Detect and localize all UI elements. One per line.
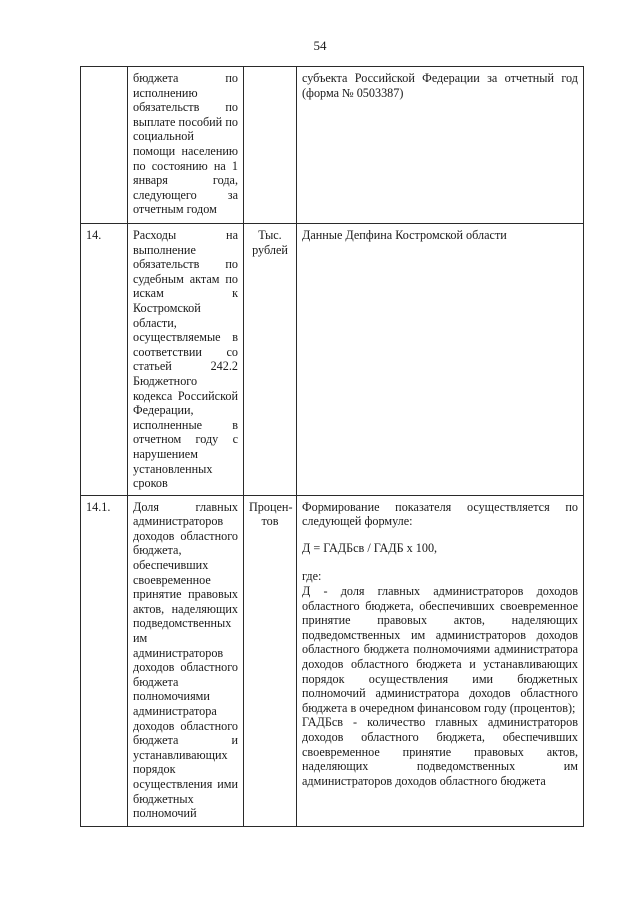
- unit-of-measure: Процен-тов: [244, 495, 297, 826]
- where-label: где:: [302, 569, 322, 584]
- data-source: [297, 495, 584, 826]
- indicator-name: бюджета по исполнению обязательств по выплате пособий по социальной помощи населению по состоянию на 1 января года, следующего за отчетным годом: [128, 67, 244, 224]
- row-number: 14.1.: [81, 495, 128, 826]
- table-row: [81, 67, 584, 224]
- table-row: [81, 495, 584, 826]
- indicator-name: Расходы на выполнение обязательств по судебным актам по искам к Костромской области, осуществляемые в соответствии со статьей 242.2 Бюджетного кодекса Российской Федерации, исполненные в отчетном году с нарушением установленных сроков: [128, 224, 244, 496]
- formula: Д = ГАДБсв / ГАДБ х 100,: [302, 540, 438, 555]
- unit-of-measure: [244, 67, 297, 224]
- indicator-name: Доля главных администраторов доходов областного бюджета, обеспечивших своевременное принятие правовых актов, наделяющих подведомственных им администраторов доходов областного бюджета полномочиями администратора доходов областного бюджета и устанавливающих порядок осуществления ими бюджетных полномочий: [128, 495, 244, 826]
- definition-gadbsv: ГАДБсв - количество главных администраторов доходов областного бюджета, обеспечивших своевременное принятие правовых актов, наделяющих подведомственных им администраторов доходов областного бюджета: [302, 715, 578, 788]
- row-number: [81, 67, 128, 224]
- row-number: 14.: [81, 224, 128, 496]
- unit-of-measure: Тыс. рублей: [244, 224, 297, 496]
- table-row: [81, 224, 584, 496]
- definition-d: Д - доля главных администраторов доходов областного бюджета, обеспечивших своевременное принятие правовых актов, наделяющих подведомственных им администраторов доходов областного бюджета полномочиями администратора доходов областного бюджета и устанавливающих порядок осуществления ими бюджетных полномочий администратора доходов областного бюджета в очередном финансовом году (процентов);: [302, 584, 578, 715]
- indicator-table: [80, 66, 584, 827]
- page-number: 54: [313, 38, 327, 53]
- formula-intro: Формирование показателя осуществляется по следующей формуле:: [302, 499, 578, 529]
- data-source: Данные Депфина Костромской области: [297, 224, 584, 496]
- data-source: субъекта Российской Федерации за отчетный год (форма № 0503387): [297, 67, 584, 224]
